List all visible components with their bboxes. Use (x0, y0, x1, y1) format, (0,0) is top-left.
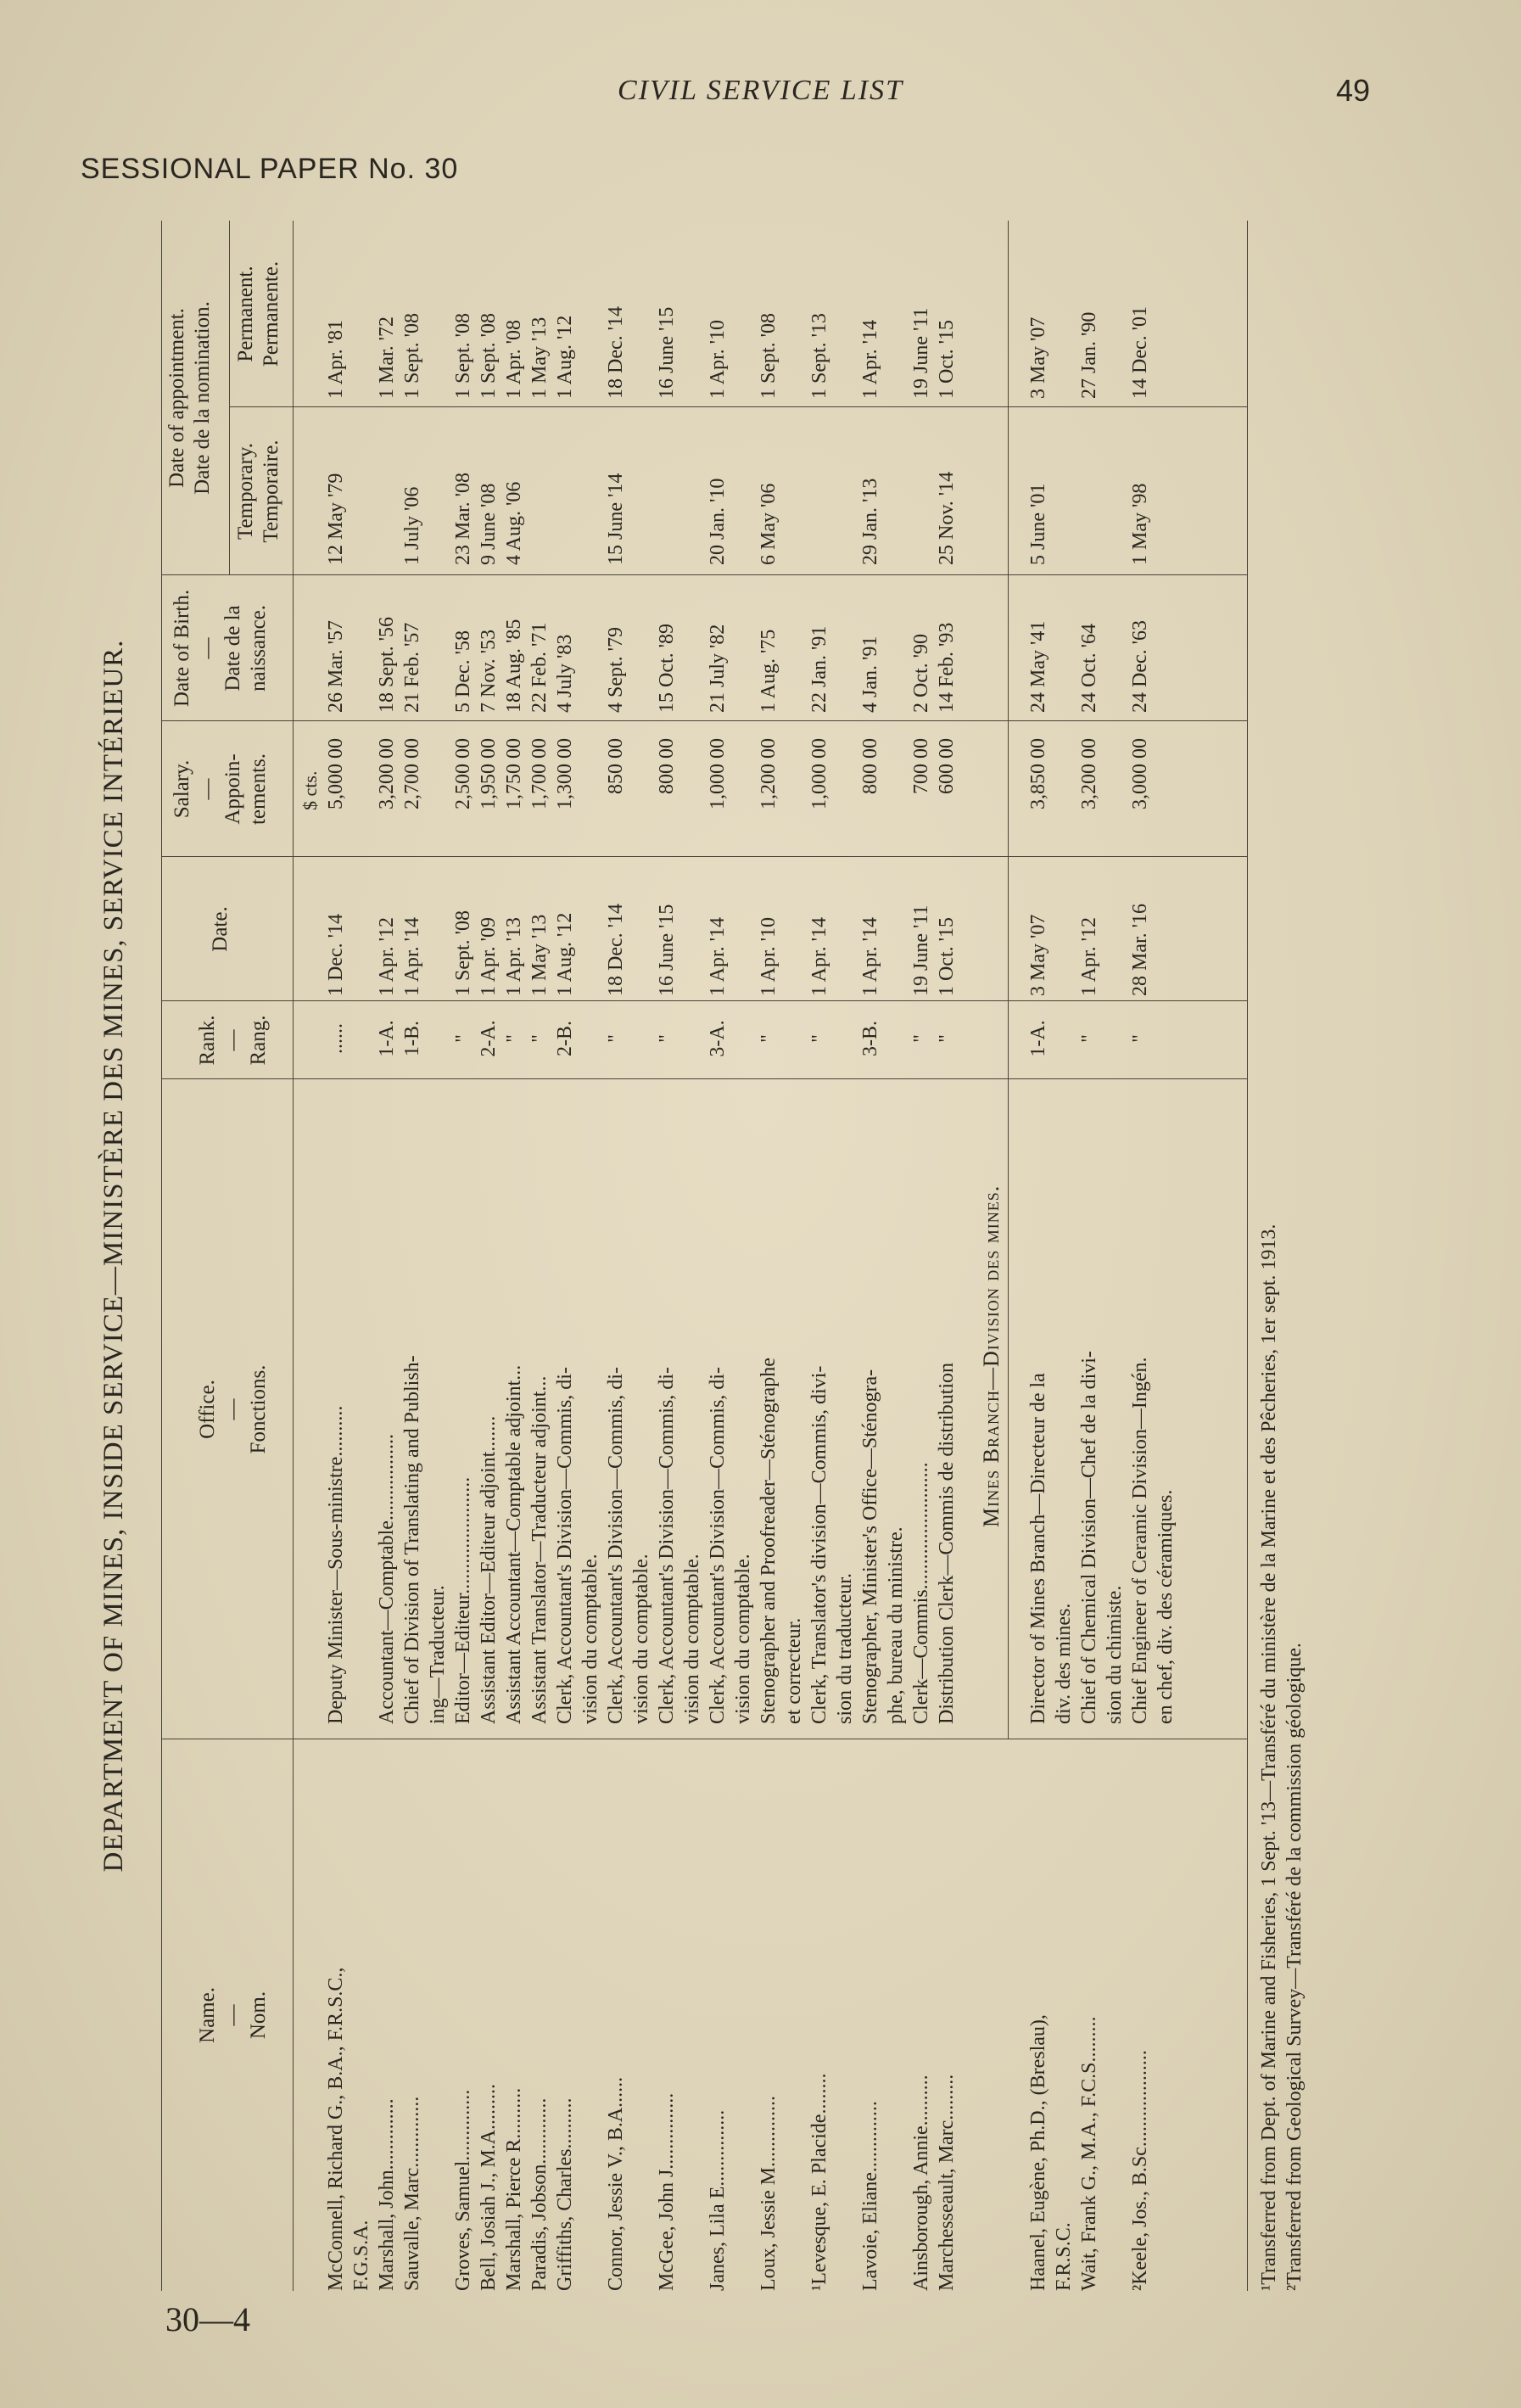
cell-office: vision du comptable. (732, 1554, 754, 1724)
cell-name: Sauvalle, Marc.............. (401, 2096, 423, 2291)
cell-rank: ...... (325, 1023, 347, 1054)
signature-mark: 30—4 (165, 2300, 250, 2338)
table-row (782, 221, 806, 2291)
cell-rank: " (1129, 1034, 1151, 1043)
cell-office: Clerk, Accountant's Division—Commis, di- (554, 1367, 576, 1724)
cell-office: Assistant Translator—Traducteur adjoint... (528, 1375, 551, 1724)
cell-name: ²Keele, Jos., B.Sc................... (1129, 2050, 1151, 2291)
table-row (884, 221, 908, 2291)
cell-rank: 3-A. (707, 1020, 729, 1057)
cell-office: Clerk—Commis......................... (910, 1462, 932, 1724)
table-row (680, 221, 704, 2291)
cell-date: 16 June '15 (656, 904, 678, 996)
cell-salary: 1,950 00 (478, 738, 500, 809)
cell-perm: 18 Dec. '14 (605, 306, 627, 399)
cell-name: Marchesseault, Marc......... (936, 2074, 958, 2291)
cell-date: 19 June '11 (910, 904, 932, 996)
cell-rank: " (758, 1034, 780, 1043)
rotated-table (98, 221, 1357, 2291)
hdr-permanent: Permanent. Permanente. (234, 260, 282, 367)
cell-rank: 2-B. (554, 1021, 576, 1056)
table-row (833, 221, 857, 2291)
cell-temp: 1 July '06 (401, 486, 423, 565)
cell-name: F.G.S.A. (350, 2220, 372, 2291)
cell-birth: 15 Oct. '89 (656, 624, 678, 713)
cell-temp: 29 Jan. '13 (859, 478, 881, 565)
cell-name: McGee, John J............... (656, 2092, 678, 2291)
cell-birth: 4 July '83 (554, 634, 576, 713)
table-row (553, 221, 577, 2291)
cell-name: Groves, Samuel.............. (452, 2089, 474, 2291)
cell-rank: 1-B. (401, 1021, 423, 1056)
cell-birth: 22 Jan. '91 (808, 625, 830, 713)
hdr-rank: Rank. — Rang. (196, 1015, 270, 1066)
cell-perm: 14 Dec. '01 (1129, 306, 1151, 399)
table-row (1052, 221, 1076, 2291)
cell-date: 1 Sept. '08 (452, 910, 474, 996)
cell-temp: 1 May '98 (1129, 483, 1151, 565)
cell-salary: 800 00 (859, 738, 881, 794)
cell-name: Janes, Lila E............... (707, 2109, 729, 2291)
cell-salary: 850 00 (605, 738, 627, 794)
cell-birth: 1 Aug. '75 (758, 629, 780, 713)
cell-date: 18 Dec. '14 (605, 904, 627, 996)
cell-salary: 2,500 00 (452, 738, 474, 809)
cell-perm: 1 Apr. '10 (707, 320, 729, 399)
cell-rank: " (910, 1034, 932, 1043)
cell-name: Griffiths, Charles.......... (554, 2097, 576, 2291)
cell-rank: " (1078, 1034, 1100, 1043)
cell-name: Marshall, Pierce R.......... (503, 2087, 525, 2291)
section-2-title: Mines Branch—Division des mines. (979, 1184, 1004, 1527)
header-top-rule (161, 221, 162, 2291)
cell-birth: 24 Dec. '63 (1129, 620, 1151, 713)
cell-birth: 2 Oct. '90 (910, 634, 932, 713)
table-row (349, 221, 373, 2291)
cell-date: 1 Oct. '15 (936, 917, 958, 996)
appt-sub-rule (229, 221, 230, 575)
cell-name: Loux, Jessie M.............. (758, 2096, 780, 2291)
cell-office: vision du comptable. (579, 1554, 601, 1724)
table-row (375, 221, 399, 2291)
cell-office: Accountant—Comptable................. (376, 1434, 398, 1724)
cell-perm: 1 Sept. '08 (401, 313, 423, 399)
cell-date: 1 Apr. '09 (478, 917, 500, 996)
cell-office: Editor—Editeur....................... (452, 1476, 474, 1724)
table-row (528, 221, 551, 2291)
header-bottom-rule (293, 221, 294, 2291)
cell-name: McConnell, Richard G., B.A., F.R.S.C., (325, 1967, 347, 2291)
cell-rank: " (808, 1034, 830, 1043)
cell-office: Chief of Division of Translating and Publish- (401, 1355, 423, 1724)
hdr-name: Name. — Nom. (196, 1987, 270, 2043)
cell-perm: 1 May '13 (528, 316, 551, 399)
cell-name: Ainsborough, Annie.......... (910, 2075, 932, 2291)
cell-birth: 24 May '41 (1027, 620, 1049, 713)
cell-salary: 2,700 00 (401, 738, 423, 809)
table-row (655, 221, 679, 2291)
cell-office: Stenographer and Proofreader—Sténographe (758, 1358, 780, 1724)
cell-office: en chef, div. des céramiques. (1155, 1489, 1177, 1724)
cell-temp: 6 May '06 (758, 483, 780, 565)
table-row (757, 221, 780, 2291)
cell-office: Clerk, Accountant's Division—Commis, di- (707, 1367, 729, 1724)
table-row (629, 221, 653, 2291)
cell-office: Stenographer, Minister's Office—Sténogra- (859, 1369, 881, 1724)
table-row (502, 221, 526, 2291)
cell-date: 1 Apr. '12 (376, 917, 398, 996)
table-row (1026, 221, 1050, 2291)
cell-date: 3 May '07 (1027, 914, 1049, 996)
cell-perm: 1 Apr. '08 (503, 320, 525, 399)
table-row (1077, 221, 1101, 2291)
table-row (426, 221, 450, 2291)
cell-name: Bell, Josiah J., M.A......... (478, 2083, 500, 2291)
cell-office: Clerk, Accountant's Division—Commis, di- (656, 1367, 678, 1724)
hdr-appointment: Date of appointment. Date de la nomination. (165, 301, 214, 495)
cell-perm: 1 Apr. '14 (859, 320, 881, 399)
cell-salary: 1,000 00 (707, 738, 729, 809)
cell-perm: 1 Sept. '08 (758, 313, 780, 399)
hdr-temporary: Temporary. Temporaire. (234, 440, 282, 543)
cell-office: Clerk, Accountant's Division—Commis, di- (605, 1367, 627, 1724)
cell-office: div. des mines. (1053, 1603, 1075, 1724)
table-row (858, 221, 882, 2291)
cell-salary: 700 00 (910, 738, 932, 794)
cell-date: 1 Apr. '12 (1078, 917, 1100, 996)
cell-name: F.R.S.C. (1053, 2222, 1075, 2291)
cell-office: Clerk, Translator's division—Commis, divi- (808, 1365, 830, 1724)
cell-perm: 16 June '15 (656, 306, 678, 399)
cell-perm: 3 May '07 (1027, 316, 1049, 399)
cell-perm: 1 Sept. '08 (452, 313, 474, 399)
footnote-2: ²Transferred from Geological Survey—Transféré de la commission géologique. (1283, 1643, 1306, 2291)
cell-office: sion du traducteur. (834, 1573, 856, 1724)
cell-office: Assistant Accountant—Comptable adjoint... (503, 1364, 525, 1724)
page-number: 49 (1336, 73, 1371, 108)
cell-date: 1 Apr. '14 (808, 917, 830, 996)
cell-birth: 7 Nov. '53 (478, 629, 500, 713)
cell-salary: 1,200 00 (758, 738, 780, 809)
cell-date: 1 May '13 (528, 914, 551, 996)
cell-salary: 600 00 (936, 738, 958, 794)
cell-salary: 1,300 00 (554, 738, 576, 809)
cell-office: vision du comptable. (681, 1554, 703, 1724)
cell-perm: 1 Mar. '72 (376, 316, 398, 399)
cell-perm: 1 Apr. '81 (325, 320, 347, 399)
currency-unit: $ cts. (299, 770, 321, 810)
cell-perm: 1 Sept. '13 (808, 313, 830, 399)
cell-name: Connor, Jessie V., B.A...... (605, 2076, 627, 2291)
cell-birth: 14 Feb. '93 (936, 622, 958, 713)
cell-salary: 800 00 (656, 738, 678, 794)
sessional-paper: SESSIONAL PAPER No. 30 (81, 153, 459, 185)
cell-birth: 5 Dec. '58 (452, 630, 474, 713)
cell-rank: 1-A. (1027, 1020, 1049, 1057)
cell-rank: " (605, 1034, 627, 1043)
cell-salary: 1,700 00 (528, 738, 551, 809)
running-title: CIVIL SERVICE LIST (618, 75, 903, 106)
cell-birth: 21 July '82 (707, 624, 729, 713)
cell-office: phe, bureau du ministre. (885, 1526, 907, 1724)
cell-birth: 18 Aug. '85 (503, 619, 525, 713)
cell-office: et correcteur. (783, 1617, 805, 1724)
cell-rank: 3-B. (859, 1021, 881, 1056)
cell-office: Chief of Chemical Division—Chef de la divi- (1078, 1351, 1100, 1724)
cell-date: 1 Dec. '14 (325, 914, 347, 996)
hdr-birth: Date of Birth. — Date de la naissance. (171, 589, 270, 708)
cell-date: 1 Apr. '10 (758, 917, 780, 996)
cell-rank: 1-A. (376, 1020, 398, 1057)
cell-salary: 5,000 00 (325, 738, 347, 809)
table-row (604, 221, 628, 2291)
table-row (579, 221, 602, 2291)
table-row (935, 221, 959, 2291)
cell-office: Distribution Clerk—Commis de distribution (936, 1363, 958, 1724)
cell-birth: 21 Feb. '57 (401, 622, 423, 713)
table-row (808, 221, 831, 2291)
cell-rank: " (503, 1034, 525, 1043)
cell-name: Wait, Frank G., M.A., F.C.S......... (1078, 2016, 1100, 2291)
hdr-office: Office. — Fonctions. (196, 1364, 270, 1454)
cell-name: Marshall, John.............. (376, 2098, 398, 2291)
cell-date: 1 Aug. '12 (554, 912, 576, 996)
cell-salary: 1,750 00 (503, 738, 525, 809)
cell-office: vision du comptable. (630, 1554, 652, 1724)
cell-perm: 27 Jan. '90 (1078, 311, 1100, 399)
cell-office: Deputy Minister—Sous-ministre.......... (325, 1405, 347, 1724)
cell-date: 28 Mar. '16 (1129, 904, 1151, 996)
table-row (731, 221, 755, 2291)
cell-temp: 4 Aug. '06 (503, 481, 525, 565)
cell-rank: " (936, 1034, 958, 1043)
cell-office: Assistant Editor—Editeur adjoint....... (478, 1415, 500, 1724)
cell-office: sion du chimiste. (1104, 1585, 1126, 1724)
table-row (400, 221, 424, 2291)
cell-birth: 26 Mar. '57 (325, 620, 347, 713)
table-title: DEPARTMENT OF MINES, INSIDE SERVICE—MINISTÈRE DES MINES, SERVICE INTÉRIEUR. (98, 639, 129, 1873)
cell-perm: 19 June '11 (910, 307, 932, 399)
cell-salary: 3,200 00 (1078, 738, 1100, 809)
table-row (1154, 221, 1177, 2291)
cell-name: ¹Levesque, E. Placide........ (808, 2073, 830, 2291)
cell-date: 1 Apr. '14 (707, 917, 729, 996)
cell-office: Director of Mines Branch—Directeur de la (1027, 1373, 1049, 1724)
cell-temp: 12 May '79 (325, 473, 347, 565)
cell-perm: 1 Sept. '08 (478, 313, 500, 399)
cell-birth: 4 Jan. '91 (859, 636, 881, 713)
table-row (451, 221, 475, 2291)
cell-date: 1 Apr. '13 (503, 917, 525, 996)
cell-birth: 22 Feb. '71 (528, 622, 551, 713)
table-row (1128, 221, 1152, 2291)
table-row (706, 221, 730, 2291)
cell-temp: 5 June '01 (1027, 483, 1049, 565)
cell-birth: 18 Sept. '56 (376, 617, 398, 713)
cell-rank: " (656, 1034, 678, 1043)
table-row (477, 221, 500, 2291)
cell-perm: 1 Aug. '12 (554, 315, 576, 399)
cell-salary: 3,850 00 (1027, 738, 1049, 809)
cell-salary: 1,000 00 (808, 738, 830, 809)
cell-rank: " (528, 1034, 551, 1043)
cell-name: Lavoie, Eliane.............. (859, 2101, 881, 2291)
cell-temp: 25 Nov. '14 (936, 471, 958, 565)
cell-name: Paradis, Jobson............. (528, 2097, 551, 2291)
cell-temp: 9 June '08 (478, 483, 500, 565)
cell-birth: 24 Oct. '64 (1078, 624, 1100, 713)
table-row (909, 221, 933, 2291)
cell-rank: 2-A. (478, 1020, 500, 1057)
cell-date: 1 Apr. '14 (859, 917, 881, 996)
cell-office: ing—Traducteur. (427, 1585, 449, 1724)
table-row (324, 221, 348, 2291)
footnote-1: ¹Transferred from Dept. of Marine and Fisheries, 1 Sept. '13—Transféré du ministère de la Marine et des Pêcheries, 1er sept. 1913. (1258, 1224, 1280, 2291)
cell-rank: " (452, 1034, 474, 1043)
table-row (1103, 221, 1127, 2291)
hdr-salary: Salary. — Appoin-tements. (171, 753, 270, 826)
cell-salary: 3,000 00 (1129, 738, 1151, 809)
cell-birth: 4 Sept. '79 (605, 627, 627, 713)
cell-temp: 15 June '14 (605, 473, 627, 565)
cell-name: Haanel, Eugène, Ph.D., (Breslau), (1027, 2014, 1049, 2291)
cell-office: Chief Engineer of Ceramic Division—Ingén. (1129, 1357, 1151, 1724)
cell-perm: 1 Oct. '15 (936, 320, 958, 399)
table-bottom-rule (1247, 221, 1248, 2291)
cell-temp: 23 Mar. '08 (452, 473, 474, 565)
cell-salary: 3,200 00 (376, 738, 398, 809)
hdr-date: Date. (209, 906, 232, 952)
cell-date: 1 Apr. '14 (401, 917, 423, 996)
section-2-rule (1008, 221, 1009, 1739)
cell-temp: 20 Jan. '10 (707, 478, 729, 565)
